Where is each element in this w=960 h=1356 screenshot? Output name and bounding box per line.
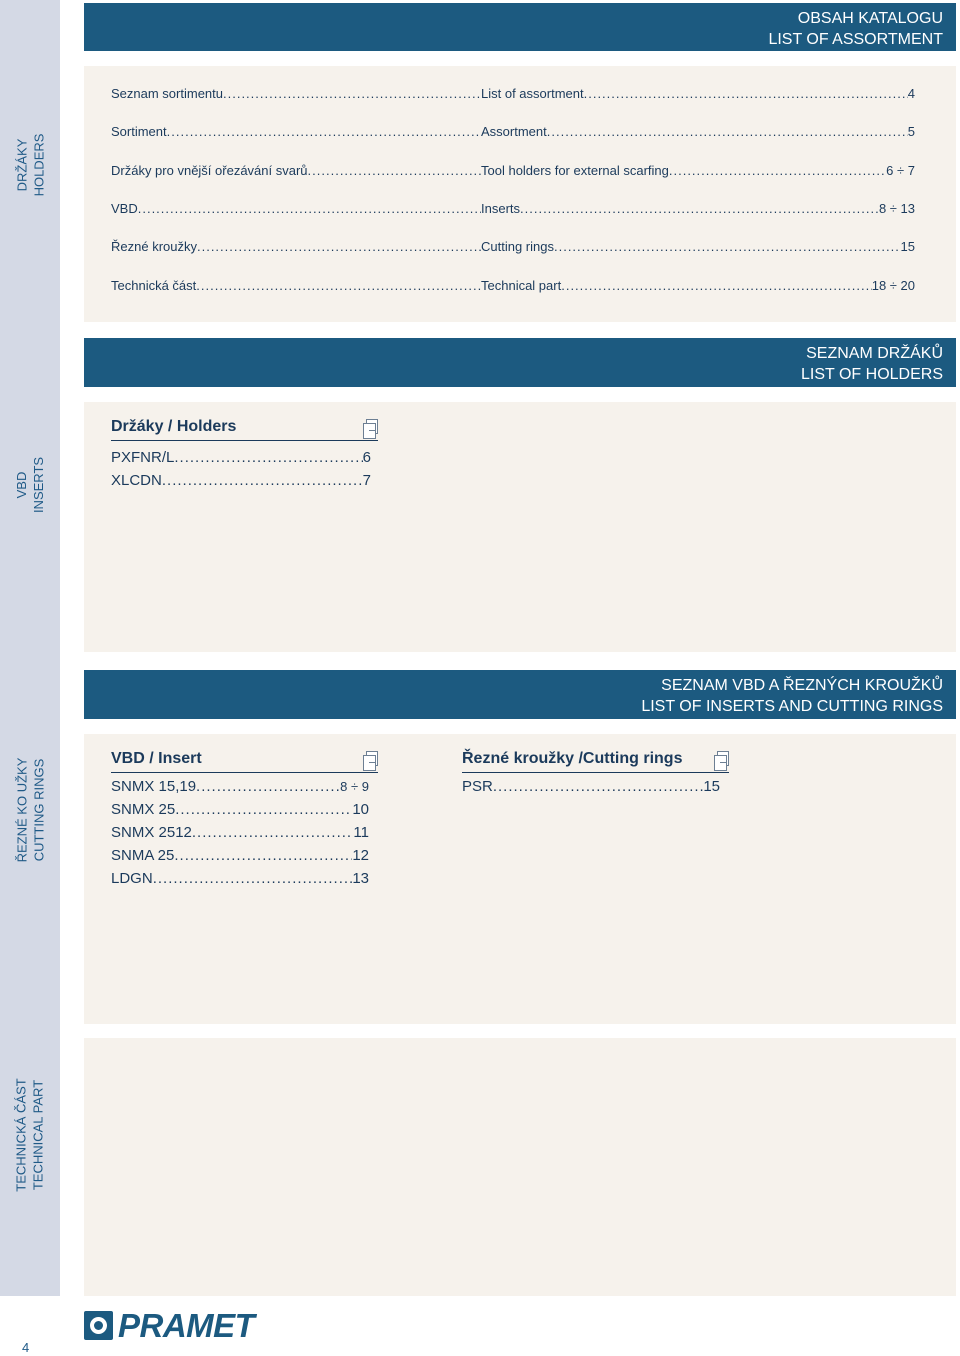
leader-dots xyxy=(162,471,363,491)
item-page: 7 xyxy=(362,472,371,489)
rings-section-title xyxy=(462,750,729,773)
inserts-title-en: LIST OF INSERTS AND CUTTING RINGS xyxy=(641,698,943,715)
holders-section-label: Držáky / Holders xyxy=(111,418,237,435)
leader-dots xyxy=(174,448,362,468)
book-icon xyxy=(366,419,378,434)
page-number: 4 xyxy=(22,1340,30,1355)
item-page: 15 xyxy=(703,778,720,795)
toc-row[interactable] xyxy=(111,239,915,255)
sidebar xyxy=(0,0,60,1296)
book-icon xyxy=(717,751,729,766)
item-name: LDGN xyxy=(111,870,153,887)
item-name: SNMX 15,19 xyxy=(111,778,197,795)
leader-dots xyxy=(561,278,872,293)
leader-dots xyxy=(167,124,481,139)
holders-header xyxy=(84,338,956,387)
inserts-title-cz: SEZNAM VBD A ŘEZNÝCH KROUŽKŮ xyxy=(661,677,943,694)
inserts-header xyxy=(84,670,956,719)
leader-dots xyxy=(584,86,908,101)
sidebar-tab-line: ŘEZNÉ KO UŽKY xyxy=(14,757,29,863)
list-item[interactable] xyxy=(111,471,371,491)
toc-label-cz: Řezné kroužky xyxy=(111,239,197,254)
item-name: XLCDN xyxy=(111,472,162,489)
item-page: 10 xyxy=(352,801,369,818)
catalog-panel xyxy=(84,66,956,322)
list-item[interactable] xyxy=(111,846,369,866)
technical-panel xyxy=(84,1038,956,1296)
insert-section-label: VBD / Insert xyxy=(111,750,202,767)
toc-label-cz: Seznam sortimentu xyxy=(111,86,223,101)
leader-dots xyxy=(138,201,481,216)
item-page: 12 xyxy=(352,847,369,864)
item-page: 11 xyxy=(353,824,369,841)
toc-label-en: List of assortment xyxy=(481,86,584,101)
catalog-header xyxy=(84,3,956,51)
leader-dots xyxy=(547,124,908,139)
toc-row[interactable] xyxy=(111,163,915,179)
toc-label-cz: VBD xyxy=(111,201,138,216)
leader-dots xyxy=(223,86,481,101)
item-name: SNMA 25 xyxy=(111,847,175,864)
toc-label-cz: Technická část xyxy=(111,278,197,293)
toc-page: 4 xyxy=(907,86,915,101)
leader-dots xyxy=(669,163,886,178)
leader-dots xyxy=(520,201,879,216)
pramet-logo xyxy=(84,1309,254,1342)
toc-page: 18 ÷ 20 xyxy=(871,278,915,293)
item-name: SNMX 2512 xyxy=(111,824,192,841)
list-item[interactable] xyxy=(111,800,369,820)
leader-dots xyxy=(174,846,352,866)
item-page: 6 xyxy=(362,449,371,466)
toc-row[interactable] xyxy=(111,201,915,217)
list-item[interactable] xyxy=(111,869,369,889)
holders-panel xyxy=(84,402,956,652)
sidebar-tab-line: DRŽÁKY xyxy=(14,138,30,192)
sidebar-tab-technical-part[interactable] xyxy=(0,1055,60,1215)
leader-dots xyxy=(196,777,340,797)
toc-page: 15 xyxy=(900,239,915,254)
holders-section-title xyxy=(111,418,378,441)
leader-dots xyxy=(308,163,481,178)
leader-dots xyxy=(554,239,901,254)
toc-label-cz: Držáky pro vnější ořezávání svarů xyxy=(111,163,308,178)
item-page: 8 ÷ 9 xyxy=(340,779,369,794)
holders-title-en: LIST OF HOLDERS xyxy=(801,366,943,383)
toc-label-en: Assortment xyxy=(481,124,547,139)
toc-label-en: Tool holders for external scarfing xyxy=(481,163,669,178)
item-page: 13 xyxy=(352,870,369,887)
leader-dots xyxy=(196,278,481,293)
inserts-panel xyxy=(84,734,956,1024)
list-item[interactable] xyxy=(462,777,720,797)
sidebar-tab-holders[interactable] xyxy=(0,95,60,235)
pramet-logo-text: PRAMET xyxy=(118,1307,255,1344)
leader-dots xyxy=(175,800,352,820)
sidebar-tab-line: TECHNICKÁ ČÁST xyxy=(14,1078,29,1192)
leader-dots xyxy=(197,239,481,254)
sidebar-tab-line: HOLDERS xyxy=(31,133,47,197)
sidebar-tab-line: VBD xyxy=(13,471,29,499)
item-name: PXFNR/L xyxy=(111,449,175,466)
toc-label-en: Technical part xyxy=(481,278,562,293)
toc-label-cz: Sortiment xyxy=(111,124,167,139)
sidebar-tab-line: CUTTING RINGS xyxy=(31,758,46,862)
toc-row[interactable] xyxy=(111,278,915,294)
item-name: SNMX 25 xyxy=(111,801,176,818)
sidebar-tab-line: INSERTS xyxy=(30,456,46,514)
toc-label-en: Inserts xyxy=(481,201,521,216)
sidebar-tab-inserts[interactable] xyxy=(0,420,60,550)
toc-page: 8 ÷ 13 xyxy=(878,201,915,216)
catalog-title-cz: OBSAH KATALOGU xyxy=(797,10,943,27)
toc-row[interactable] xyxy=(111,124,915,140)
sidebar-tab-line: TECHNICAL PART xyxy=(31,1079,46,1191)
pramet-logo-icon xyxy=(84,1311,113,1340)
holders-title-cz: SEZNAM DRŽÁKŮ xyxy=(806,345,943,362)
item-name: PSR xyxy=(462,778,493,795)
list-item[interactable] xyxy=(111,823,369,843)
catalog-title-en: LIST OF ASSORTMENT xyxy=(768,31,943,48)
toc-row[interactable] xyxy=(111,86,915,102)
list-item[interactable] xyxy=(111,448,371,468)
leader-dots xyxy=(192,823,354,843)
toc-page: 6 ÷ 7 xyxy=(886,163,915,178)
leader-dots xyxy=(153,869,353,889)
toc-label-en: Cutting rings xyxy=(481,239,554,254)
rings-section-label: Řezné kroužky /Cutting rings xyxy=(462,750,683,767)
sidebar-tab-cutting-rings[interactable] xyxy=(0,735,60,885)
toc-page: 5 xyxy=(907,124,915,139)
insert-section-title xyxy=(111,750,378,773)
book-icon xyxy=(366,751,378,766)
leader-dots xyxy=(493,777,703,797)
list-item[interactable] xyxy=(111,777,369,797)
